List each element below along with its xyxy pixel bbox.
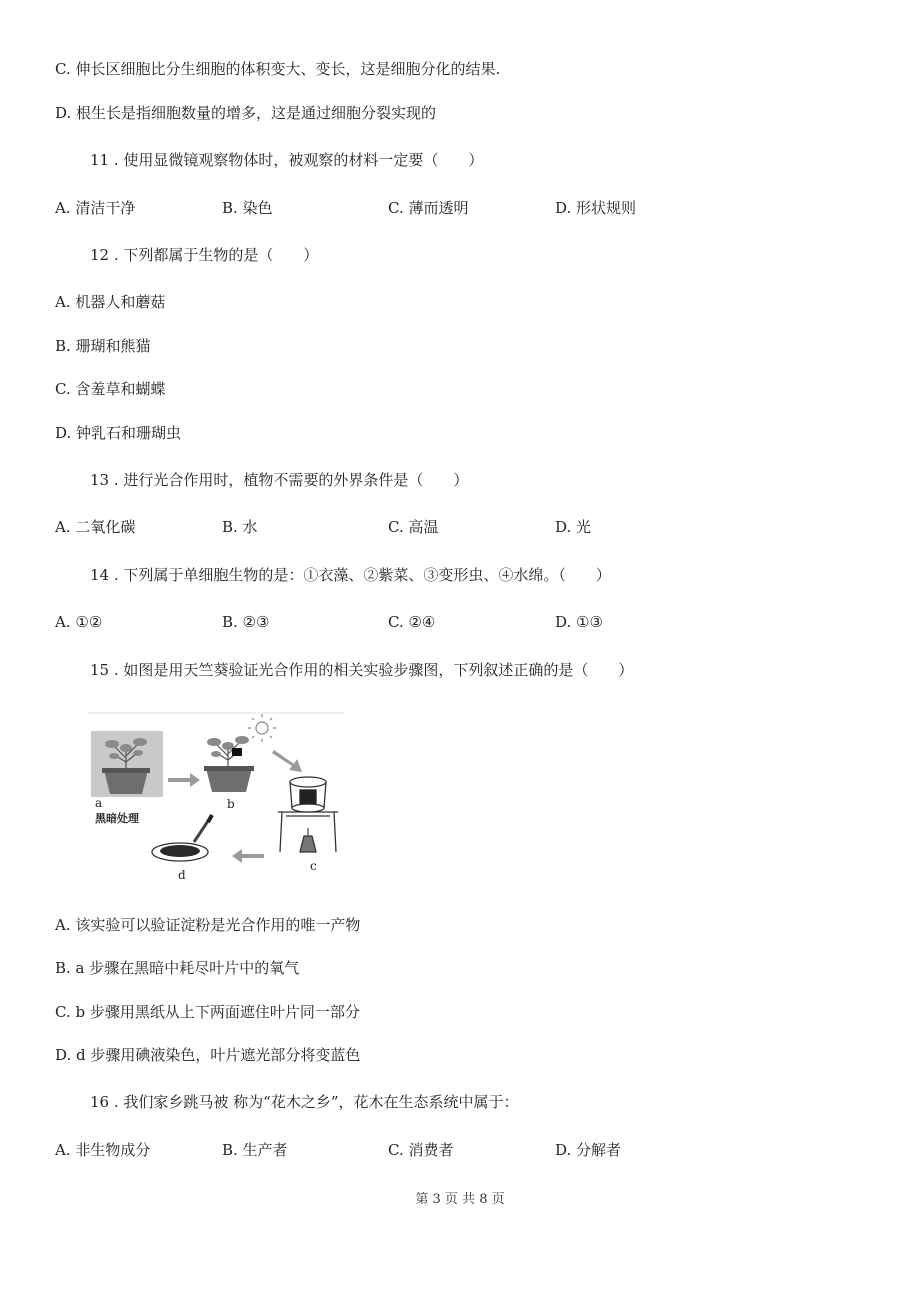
experiment-diagram: [88, 712, 344, 884]
q14-option-a: A. ①②: [55, 613, 103, 631]
question-14-stem: 14 . 下列属于单细胞生物的是：①衣藻、②紫菜、③变形虫、④水绵。（ ）: [90, 566, 611, 584]
option-d-prev: D. 根生长是指细胞数量的增多，这是通过细胞分裂实现的: [55, 104, 437, 122]
question-13-options: [55, 517, 855, 537]
q13-option-b: B. 水: [222, 518, 258, 536]
q13-option-a: A. 二氧化碳: [55, 518, 136, 536]
q12-option-b: B. 珊瑚和熊猫: [55, 337, 151, 355]
q11-option-c: C. 薄而透明: [388, 199, 469, 217]
pot-b: [206, 768, 252, 792]
arrow-c-to-d: [232, 849, 264, 863]
question-11-options: [55, 198, 855, 218]
q12-option-a: A. 机器人和蘑菇: [55, 293, 166, 311]
question-13-stem: 13 . 进行光合作用时，植物不需要的外界条件是（ ）: [90, 471, 469, 489]
q15-option-b: B. a 步骤在黑暗中耗尽叶片中的氧气: [55, 959, 300, 977]
question-14-options: [55, 612, 855, 632]
label-d: d: [178, 868, 186, 882]
pot-a: [104, 770, 148, 794]
water-bath-apparatus: [278, 777, 338, 852]
q14-option-d: D. ①③: [555, 613, 603, 631]
arrow-a-to-b: [168, 773, 200, 787]
q15-option-d: D. d 步骤用碘液染色，叶片遮光部分将变蓝色: [55, 1046, 361, 1064]
page-footer: 第 3 页 共 8 页: [415, 1192, 505, 1207]
question-15-stem: 15 . 如图是用天竺葵验证光合作用的相关实验步骤图，下列叙述正确的是（ ）: [90, 661, 634, 679]
q11-option-a: A. 清洁干净: [55, 199, 136, 217]
q16-option-b: B. 生产者: [222, 1141, 288, 1159]
q16-option-c: C. 消费者: [388, 1141, 454, 1159]
q12-option-d: D. 钟乳石和珊瑚虫: [55, 424, 182, 442]
q16-option-d: D. 分解者: [555, 1141, 622, 1159]
black-paper: [232, 748, 242, 756]
arrow-b-to-c: [272, 750, 302, 772]
q16-option-a: A. 非生物成分: [55, 1141, 151, 1159]
label-b: b: [227, 797, 235, 811]
question-16-options: [55, 1140, 855, 1160]
q13-option-c: C. 高温: [388, 518, 439, 536]
option-c-prev: C. 伸长区细胞比分生细胞的体积变大、变长，这是细胞分化的结果.: [55, 60, 501, 78]
q13-option-d: D. 光: [555, 518, 592, 536]
question-16-stem: 16 . 我们家乡跳马被 称为“花木之乡”，花木在生态系统中属于：: [90, 1093, 519, 1111]
label-a: a: [95, 796, 103, 810]
question-11-stem: 11 . 使用显微镜观察物体时，被观察的材料一定要（ ）: [90, 151, 484, 169]
caption-dark: 黑暗处理: [95, 812, 139, 825]
q11-option-d: D. 形状规则: [555, 199, 637, 217]
petri-dish-d: [152, 815, 212, 861]
q11-option-b: B. 染色: [222, 199, 273, 217]
q15-option-c: C. b 步骤用黑纸从上下两面遮住叶片同一部分: [55, 1003, 360, 1021]
q12-option-c: C. 含羞草和蝴蝶: [55, 380, 166, 398]
experiment-figure: [88, 712, 344, 884]
q14-option-b: B. ②③: [222, 613, 270, 631]
q15-option-a: A. 该实验可以验证淀粉是光合作用的唯一产物: [55, 916, 361, 934]
q14-option-c: C. ②④: [388, 613, 436, 631]
question-12-stem: 12 . 下列都属于生物的是（ ）: [90, 246, 319, 264]
label-c: c: [310, 859, 317, 873]
sun-icon: [248, 714, 276, 742]
